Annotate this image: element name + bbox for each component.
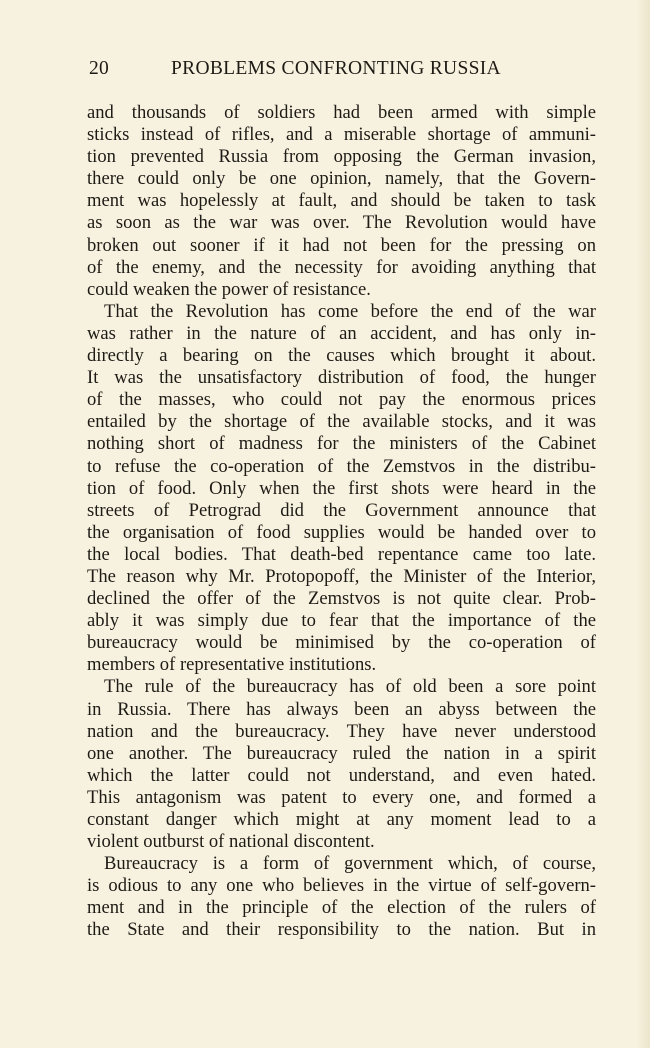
text-line: bureaucracy would be minimised by the co-operation of [87,632,596,654]
text-line: entailed by the shortage of the available stocks, and it was [87,411,596,433]
text-line: in Russia. There has always been an abyss between the [87,698,596,720]
text-line: The rule of the bureaucracy has of old been a sore point [104,676,596,698]
text-line: there could only be one opinion, namely, that the Govern- [87,168,596,190]
body-text [87,102,596,942]
text-line: sticks instead of rifles, and a miserable shortage of ammuni- [87,124,596,146]
text-line: tion prevented Russia from opposing the German invasion, [87,146,596,168]
text-line: This antagonism was patent to every one, and formed a [87,786,596,808]
text-line: could weaken the power of resistance. [87,278,371,300]
text-line: as soon as the war was over. The Revolution would have [87,212,596,234]
text-line: nothing short of madness for the ministers of the Cabinet [87,433,596,455]
text-line: ment and in the principle of the election of the rulers of [87,897,596,919]
text-line: was rather in the nature of an accident, and has only in- [87,322,596,344]
text-line: which the latter could not understand, and even hated. [87,764,596,786]
page-number: 20 [89,58,110,79]
text-line: of the masses, who could not pay the enormous prices [87,389,596,411]
text-line: ably it was simply due to fear that the importance of the [87,610,596,632]
text-line: tion of food. Only when the first shots were heard in the [87,477,596,499]
running-head [89,58,519,84]
text-line: the organisation of food supplies would be handed over to [87,521,596,543]
text-line: nation and the bureaucracy. They have never understood [87,720,596,742]
text-line: and thousands of soldiers had been armed with simple [87,102,596,123]
text-line: one another. The bureaucracy ruled the nation in a spirit [87,742,596,764]
text-line: broken out sooner if it had not been for the pressing on [87,234,596,256]
text-line: ment was hopelessly at fault, and should be taken to task [87,190,596,212]
page-edge-shading [636,0,650,1048]
text-line: streets of Petrograd did the Government announce that [87,499,596,521]
text-line: members of representative institutions. [87,654,377,676]
text-line: the local bodies. That death-bed repentance came too late. [87,543,596,565]
text-line: That the Revolution has come before the end of the war [104,300,596,322]
text-line: the State and their responsibility to the nation. But in [87,919,596,941]
text-line: The reason why Mr. Protopopoff, the Minister of the Interior, [87,565,596,587]
paragraph [87,301,596,677]
paragraph [87,102,596,301]
text-line: constant danger which might at any moment lead to a [87,809,596,830]
text-line: to refuse the co-operation of the Zemstvos in the distribu- [87,455,596,477]
paragraph [87,853,596,941]
text-line: declined the offer of the Zemstvos is not quite clear. Prob- [87,588,596,610]
text-line: of the enemy, and the necessity for avoiding anything that [87,256,596,278]
paragraph [87,676,596,853]
running-title: PROBLEMS CONFRONTING RUSSIA [171,58,501,79]
text-line: It was the unsatisfactory distribution of food, the hunger [87,367,596,389]
text-line: directly a bearing on the causes which brought it about. [87,345,596,367]
text-line: is odious to any one who believes in the virtue of self-govern- [87,875,596,897]
text-line: violent outburst of national discontent. [87,831,375,853]
text-line: Bureaucracy is a form of government which, of course, [104,853,596,875]
